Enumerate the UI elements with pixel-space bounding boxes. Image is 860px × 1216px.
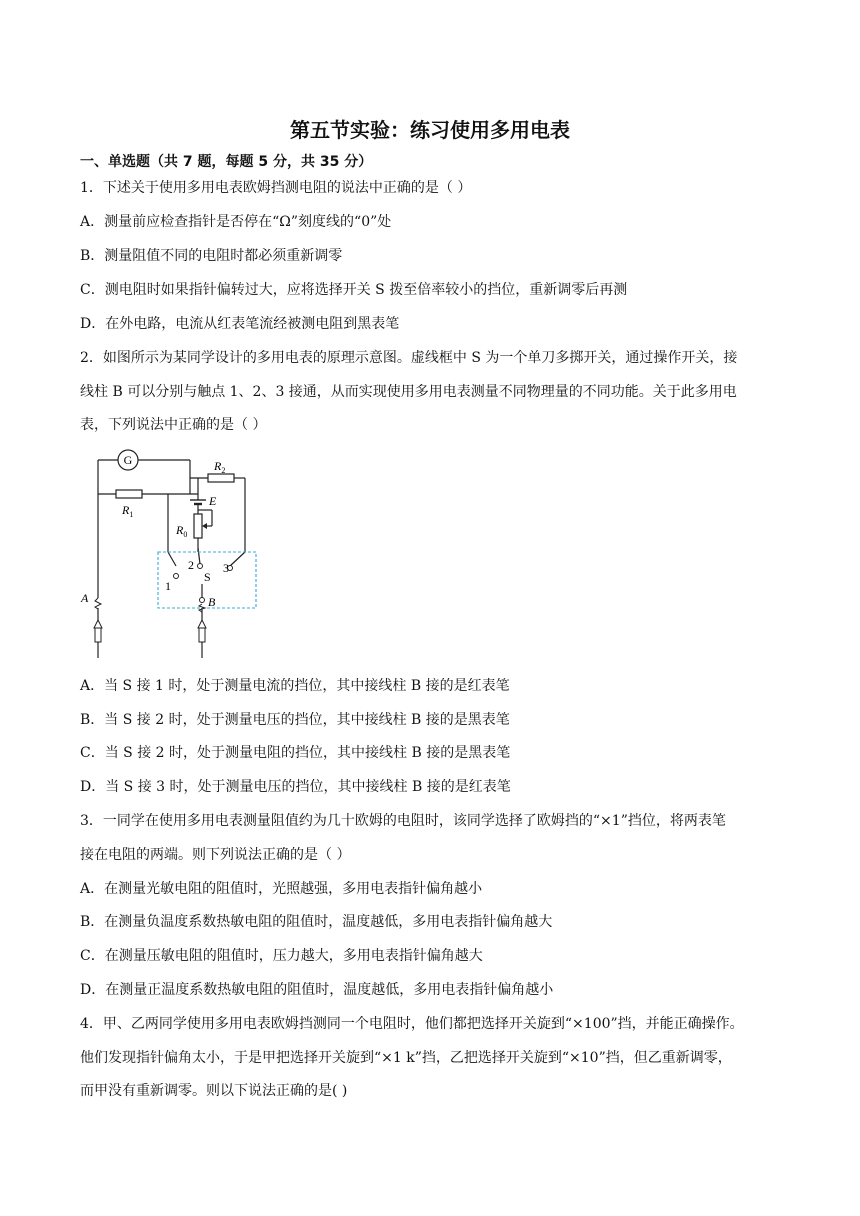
- q2-stem-line1: 2．如图所示为某同学设计的多用电表的原理示意图。虚线框中 S 为一个单刀多掷开关，通过操作开关，接: [80, 350, 738, 366]
- page-title: 第五节实验：练习使用多用电表: [290, 118, 570, 142]
- q3-option-c: C．在测量压敏电阻的阻值时，压力越大，多用电表指针偏角越大: [80, 948, 483, 964]
- r1-label: $R_1$: [122, 503, 134, 519]
- q3-stem-line1: 3．一同学在使用多用电表测量阻值约为几十欧姆的电阻时，该同学选择了欧姆挡的“×1”挡位，将两表笔: [80, 813, 726, 829]
- r0-label: $R_0$: [176, 523, 188, 539]
- galvanometer-label: G: [123, 453, 133, 467]
- section-heading: 一、单选题（共 7 题，每题 5 分，共 35 分）: [80, 154, 373, 170]
- q1-stem: 1．下述关于使用多用电表欧姆挡测电阻的说法中正确的是（ ）: [80, 180, 472, 196]
- q2-option-b: B．当 S 接 2 时，处于测量电压的挡位，其中接线柱 B 接的是黑表笔: [80, 712, 510, 728]
- q1-option-c: C．测电阻时如果指针偏转过大，应将选择开关 S 拨至倍率较小的挡位，重新调零后再测: [80, 282, 628, 298]
- q2-stem-line3: 表，下列说法中正确的是（ ）: [80, 417, 267, 433]
- contact-2-label: 2: [188, 558, 194, 572]
- multimeter-circuit-diagram: [78, 448, 268, 663]
- q3-option-a: A．在测量光敏电阻的阻值时，光照越强，多用电表指针偏角越小: [80, 881, 483, 897]
- r2-label: $R_2$: [214, 459, 226, 475]
- q1-option-b: B．测量阻值不同的电阻时都必须重新调零: [80, 248, 343, 264]
- switch-label: S: [204, 570, 211, 584]
- contact-1-label: 1: [165, 579, 171, 593]
- q1-option-a: A．测量前应检查指针是否停在“Ω”刻度线的“0”处: [80, 214, 392, 230]
- q4-stem-line1: 4．甲、乙两同学使用多用电表欧姆挡测同一个电阻时，他们都把选择开关旋到“×100”挡，并能正确操作。: [80, 1016, 744, 1032]
- q2-option-d: D．当 S 接 3 时，处于测量电压的挡位，其中接线柱 B 接的是红表笔: [80, 779, 511, 795]
- q3-option-b: B．在测量负温度系数热敏电阻的阻值时，温度越低，多用电表指针偏角越大: [80, 914, 553, 930]
- q4-stem-line3: 而甲没有重新调零。则以下说法正确的是( ): [80, 1083, 348, 1099]
- terminal-b-label: B: [208, 595, 216, 609]
- q1-option-d: D．在外电路，电流从红表笔流经被测电阻到黑表笔: [80, 316, 400, 332]
- q3-option-d: D．在测量正温度系数热敏电阻的阻值时，温度越低，多用电表指针偏角越小: [80, 982, 554, 998]
- q2-option-c: C．当 S 接 2 时，处于测量电阻的挡位，其中接线柱 B 接的是黑表笔: [80, 745, 511, 761]
- q2-stem-line2: 线柱 B 可以分别与触点 1、2、3 接通，从而实现使用多用电表测量不同物理量的不同功能。关于此多用电: [80, 384, 737, 400]
- q4-stem-line2: 他们发现指针偏角太小，于是甲把选择开关旋到“×1 k”挡，乙把选择开关旋到“×10”挡，但乙重新调零，: [80, 1050, 732, 1066]
- q2-option-a: A．当 S 接 1 时，处于测量电流的挡位，其中接线柱 B 接的是红表笔: [80, 678, 510, 694]
- contact-3-label: 3: [223, 561, 229, 575]
- battery-label: E: [209, 494, 217, 508]
- terminal-a-label: A: [81, 591, 89, 605]
- q3-stem-line2: 接在电阻的两端。则下列说法正确的是（ ）: [80, 847, 351, 863]
